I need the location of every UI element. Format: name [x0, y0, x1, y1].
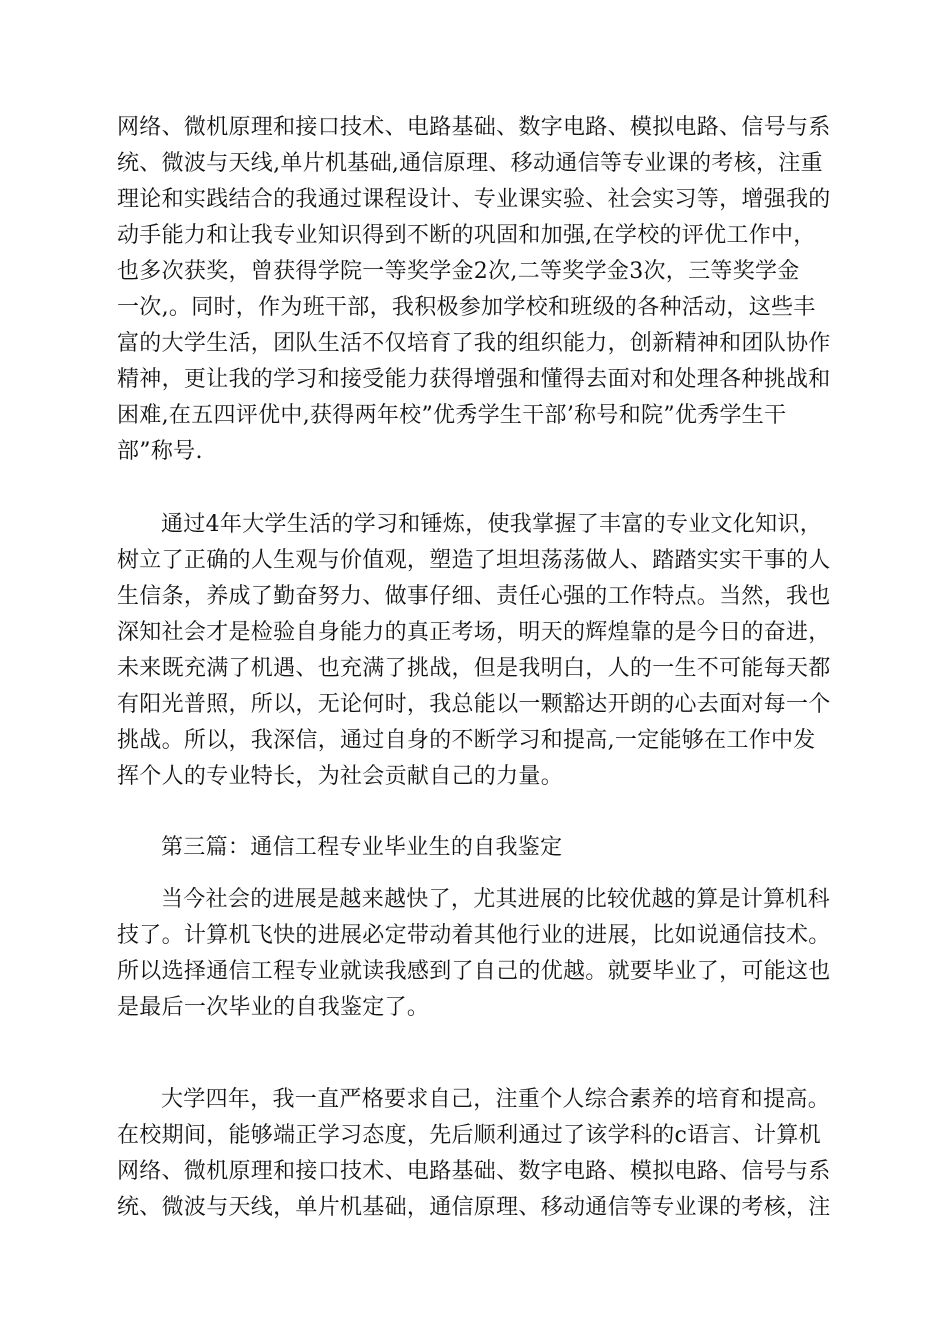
text-line: 深知社会才是检验自身能力的真正考场，明天的辉煌靠的是今日的奋进， [117, 620, 831, 645]
text-line: 当今社会的进展是越来越快了，尤其进展的比较优越的算是计算机科 [161, 887, 831, 912]
text-line: 网络、微机原理和接口技术、电路基础、数字电路、模拟电路、信号与系 [117, 1159, 831, 1184]
text-line: 精神，更让我的学习和接受能力获得增强和懂得去面对和处理各种挑战和 [117, 367, 831, 392]
text-line: 有阳光普照，所以，无论何时，我总能以一颗豁达开朗的心去面对每一个 [117, 692, 831, 717]
text-line: 也多次获奖，曾获得学院一等奖学金2次,二等奖学金3次，三等奖学金 [117, 259, 800, 284]
text-line: 动手能力和让我专业知识得到不断的巩固和加强,在学校的评优工作中， [117, 223, 816, 248]
text-line: 理论和实践结合的我通过课程设计、专业课实验、社会实习等，增强我的 [117, 187, 831, 212]
text-line: 在校期间，能够端正学习态度，先后顺利通过了该学科的c语言、计算机 [117, 1123, 821, 1148]
paragraph-continuation [117, 110, 833, 470]
paragraph-university [117, 1082, 833, 1226]
section-heading [117, 830, 833, 866]
text-line: 通过4年大学生活的学习和锤炼，使我掌握了丰富的专业文化知识， [161, 512, 822, 537]
text-line: 所以选择通信工程专业就读我感到了自己的优越。就要毕业了，可能这也 [117, 959, 831, 984]
text-line: 统、微波与天线,单片机基础,通信原理、移动通信等专业课的考核，注重 [117, 151, 823, 176]
paragraph-summary [117, 507, 833, 795]
text-line: 生信条，养成了勤奋努力、做事仔细、责任心强的工作特点。当然，我也 [117, 584, 831, 609]
text-line: 一次,。同时，作为班干部，我积极参加学校和班级的各种活动，这些丰 [117, 295, 816, 320]
text-line: 部”称号. [117, 439, 203, 464]
text-line: 挥个人的专业特长，为社会贡献自己的力量。 [117, 764, 564, 789]
text-line: 是最后一次毕业的自我鉴定了。 [117, 995, 430, 1020]
section-title: 第三篇：通信工程专业毕业生的自我鉴定 [161, 835, 563, 860]
text-line: 大学四年，我一直严格要求自己，注重个人综合素养的培育和提高。 [161, 1087, 831, 1112]
text-line: 统、微波与天线，单片机基础，通信原理、移动通信等专业课的考核，注 [117, 1195, 831, 1220]
text-line: 挑战。所以，我深信，通过自身的不断学习和提高,一定能够在工作中发 [117, 728, 816, 753]
text-line: 网络、微机原理和接口技术、电路基础、数字电路、模拟电路、信号与系 [117, 115, 831, 140]
text-line: 困难,在五四评优中,获得两年校”优秀学生干部’称号和院”优秀学生干 [117, 403, 787, 428]
text-line: 富的大学生活，团队生活不仅培育了我的组织能力，创新精神和团队协作 [117, 331, 831, 356]
paragraph-intro [117, 882, 833, 1026]
text-line: 未来既充满了机遇、也充满了挑战，但是我明白，人的一生不可能每天都 [117, 656, 831, 681]
text-line: 树立了正确的人生观与价值观，塑造了坦坦荡荡做人、踏踏实实干事的人 [117, 548, 831, 573]
text-line: 技了。计算机飞快的进展必定带动着其他行业的进展，比如说通信技术。 [117, 923, 831, 948]
